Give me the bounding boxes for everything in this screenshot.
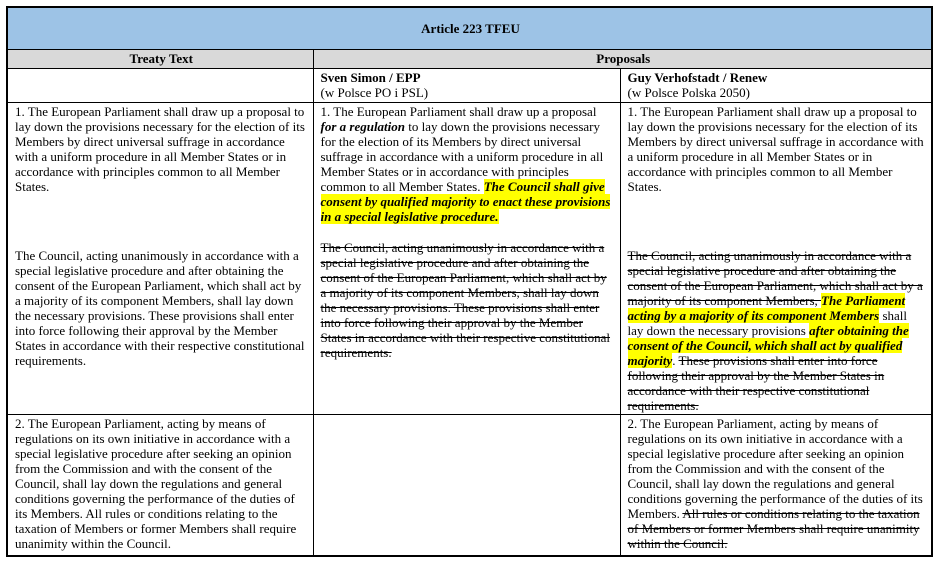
treaty-text-header: Treaty Text: [7, 49, 313, 68]
simon-cell-2: [313, 414, 620, 556]
title-row: [7, 7, 932, 49]
text-run-strike: All rules or conditions relating to the taxation of Members or former Members shall require unanimity within the Council.: [627, 505, 920, 551]
proposer-row: [7, 68, 932, 102]
article-title: Article 223 TFEU: [7, 7, 932, 49]
text-run: The Council, acting unanimously in accordance with a special legislative procedure and after obtaining the consent of the European Parliament, which shall act by a majority of its component Members, shall lay down the necessary provisions. These provisions shall enter into force following their approval by the Member States in accordance with their respective constitutional requirements.: [15, 247, 305, 368]
proposer-simon: [313, 68, 620, 102]
paragraph: [15, 248, 308, 368]
proposer-verhofstadt-note: (w Polsce Polska 2050): [627, 84, 750, 100]
paragraph: [628, 248, 927, 413]
text-run-bolditalic: for a regulation: [320, 118, 406, 134]
text-run: 2. The European Parliament, acting by means of regulations on its own initiative in accordance with a special legislative procedure after seeking an opinion from the Commission and with the consent of the Council, shall lay down the regulations and general conditions governing the performance of the duties of its Members.: [627, 415, 923, 521]
treaty-cell-1: [7, 102, 313, 414]
content-row-paragraph-1: [7, 102, 932, 414]
proposer-simon-note: (w Polsce PO i PSL): [320, 84, 429, 100]
text-run: 1. The European Parliament shall draw up a proposal to lay down the provisions necessary for the election of its Members by direct universal suffrage in accordance with a uniform procedure in all Member States or in accordance with principles common to all Member States.: [627, 103, 924, 194]
proposals-header: Proposals: [313, 49, 932, 68]
verhofstadt-cell-2: [620, 414, 932, 556]
paragraph: [628, 104, 927, 194]
simon-cell-1: [313, 102, 620, 414]
verhofstadt-cell-1: [620, 102, 932, 414]
text-run: to lay down the provisions necessary for the election of its Members by direct universal suffrage in accordance with a uniform procedure in all Member States or in accordance with principles common to all Member States.: [320, 118, 604, 194]
paragraph: [321, 104, 615, 224]
text-run: 2. The European Parliament, acting by means of regulations on its own initiative in accordance with a special legislative procedure after seeking an opinion from the Commission and with the consent of the Council, shall lay down the regulations and general conditions governing the performance of the duties of its Members. All rules or conditions relating to the taxation of Members or former Members shall require unanimity within the Council.: [15, 415, 297, 551]
proposer-simon-name: Sven Simon / EPP: [320, 69, 421, 85]
text-run-hl-bolditalic: The Council shall give consent by qualified majority to enact these provisions in a special legislative procedure.: [320, 178, 611, 224]
text-run: .: [672, 352, 679, 368]
paragraph: [15, 104, 308, 194]
paragraph: [628, 416, 927, 551]
paragraph: [15, 416, 308, 551]
text-run-hl-bolditalic: The Parliament acting by a majority of its component Members: [627, 292, 906, 323]
proposer-verhofstadt-name: Guy Verhofstadt / Renew: [627, 69, 768, 85]
content-row-paragraph-2: [7, 414, 932, 556]
proposer-verhofstadt: [620, 68, 932, 102]
treaty-cell-2: [7, 414, 313, 556]
text-run: 1. The European Parliament shall draw up a proposal: [320, 103, 597, 119]
text-run: 1. The European Parliament shall draw up a proposal to lay down the provisions necessary for the election of its Members by direct universal suffrage in accordance with a uniform procedure in all Member States or in accordance with principles common to all Member States.: [15, 103, 305, 194]
text-run: shall lay down the necessary provisions: [627, 307, 907, 338]
text-run-strike: The Council, acting unanimously in accordance with a special legislative procedure and after obtaining the consent of the European Parliament, which shall act by a majority of its component Members,: [627, 247, 923, 308]
text-run-strike: The Council, acting unanimously in accordance with a special legislative procedure and after obtaining the consent of the European Parliament, which shall act by a majority of its component Members, shall lay down the necessary provisions. These provisions shall enter into force following their approval by the Member States in accordance with their respective constitutional requirements.: [320, 239, 611, 360]
column-header-row: [7, 49, 932, 68]
paragraph: [321, 240, 615, 360]
text-run-hl-bolditalic: after obtaining the consent of the Council, which shall act by qualified majority: [627, 322, 909, 368]
text-run-strike: These provisions shall enter into force following their approval by the Member States in accordance with their respective constitutional requirements.: [627, 352, 885, 413]
empty-cell: [7, 68, 313, 102]
comparison-table: [6, 6, 933, 557]
